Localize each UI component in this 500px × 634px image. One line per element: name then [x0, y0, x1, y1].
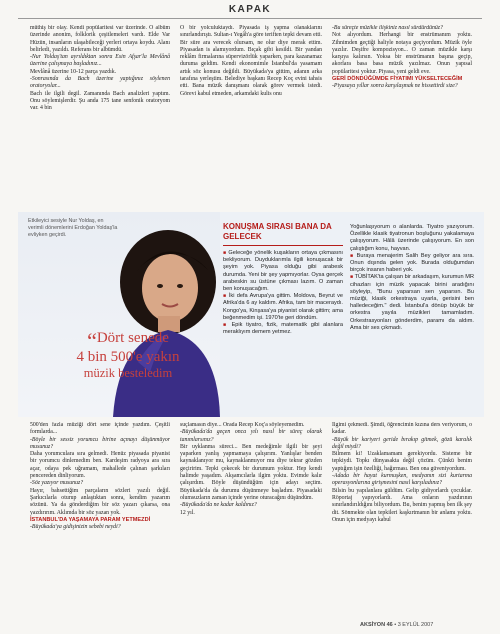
question-paragraph: -Sonrasında da Bach üzerine yaptığınız söylenen oratoryolar... [30, 76, 170, 90]
pull-quote-line-3: müzik besteledim [83, 366, 173, 380]
bottom-column-1 [30, 422, 170, 617]
photo-caption: Etkileyici sesiyle Nur Yoldaş, en verimli dönemlerini Erdoğan Yoldaş'la evliyken geçirdi. [28, 218, 118, 238]
top-column-1 [30, 25, 170, 210]
bullet-text: Epik tiyatro, fizik, matematik gibi alanlara meraklıyım demem yetmez. [223, 322, 343, 336]
sidebar-box-lead: Yoğunlaşıyorum o alanlarda. Tiyatro yazıyorum. Özellikle klasik tiyatronun boşluğunu yakalamaya çalışıyorum. Hâlâ üzerinde çalışıyorum. En son çalıştığım konu, hayvan. [350, 224, 474, 252]
bullet-item [223, 322, 343, 336]
body-paragraph: Hayır, bahsettiğim parçaların sözleri yazılı değil. Şarkıcılarla oturup anlaştıktan sonra, kendim yazarım sözünü. Ya da gönderdiğim bir söz yazarı çıkarsa, ona yazdırırım. Aklımda bir söz yazan yok. [30, 487, 170, 516]
feature-panel [18, 212, 484, 417]
body-paragraph: 12 yıl. [180, 509, 195, 516]
sidebar-box-continued [350, 224, 474, 410]
bullet-text: Geleceğe yönelik kuşakların ortaya çıkmasını bekliyorum. Duyduklarımla ilgili konuşacak bir şeyim yok. Piyasa olduğu gibi arabesk durumda. Yeni bir şey yapmıyorlar. Oysa gerçek arabeskin su üstüne çıkması lazım. O zaman ben konuşacağım. [223, 250, 343, 293]
question-paragraph: -Söz yazıyor musunuz? [30, 480, 84, 487]
footer-magazine: AKSİYON [360, 622, 386, 628]
body-paragraph: Not alıyordum. Herhangi bir enstrümanım yoktu. Zihnimden geçtiği haliyle notaya geçiyordum. Müzik öyle yazılır. Deşifre kompozisyon... O zaman müzikle karşı karşıya kalırsın. Yoksa bir enstrümanın başına geçip, akorlara basa basa müzik yazılmaz. Onun yapısal popülaritesi yoktur. Piyasa, yeni geldi eve. [332, 32, 472, 75]
bullet-square-icon: ■ [350, 274, 355, 281]
body-paragraph: Bach ile ilgili degil. Zamanında Bach analizleri yaptım. Onu söylemişlerdir. Şu anda 175 tane senfonik oratoryom var. 4 bin [30, 90, 170, 112]
bottom-column-3 [332, 422, 472, 617]
pull-quote-line-1: Dört senede [96, 330, 169, 346]
bullet-text: İki defa Avrupa'ya gittim. Moldova, Beyrut ve Afrika'da 6 ay kaldım. Afrika, tam bir maceraydı. Kongo'ya, Kinşasa'ya piyanist olarak gittim; ama beğenmedim işi. 1970'te geri döndüm. [223, 293, 343, 321]
question-paragraph: -Piyasaya yıllar sonra karşılaşmak ne hissettirdi size? [332, 83, 458, 90]
question-paragraph: -Nur Yoldaş'tan ayrıldıktan sonra Esin Afşar'la Mevlânâ üzerine çalışmaya başladınız... [30, 54, 170, 68]
bullet-text: Buraya menajerim Salih Bey geliyor ara sıra. Onun dışında gelen yok. Burada olduğumdan birçok insanın haberi yok. [350, 252, 474, 274]
pull-quote [38, 330, 218, 381]
question-paragraph: -Büyükada'da geçen onca yılı nasıl bir süreç olarak tanımlarsınız? [180, 429, 322, 443]
bullet-text: TÜBİTAK'ta çalışan bir arkadaşım, kurumun MR cihazları için müzik yapacak birini aradığını söyleyip, "Bunu yaparsan sen yaparsın. Bu müziği, klasik orkestraya uyarla, gerisini ben halledeceğim." dedi. İstanbul'a dönüp büyük bir orkestra yayıla müzikleri tamamladım. Orkestrasyonları gönderdim, paramı da aldım. Ama bir ses çıkmadı. [350, 274, 474, 331]
question-paragraph: -Büyükada'ya gidişinizin sebebi neydi? [30, 524, 121, 531]
sidebar-box-bullets-2 [350, 253, 474, 332]
bullet-square-icon: ■ [223, 250, 229, 256]
question-paragraph: -Adada bir hayat kurmuşken, medyanın sizi kurtarma operasyonlarına girişmesini nasıl karşıladınız? [332, 473, 472, 487]
body-paragraph: Mevlânâ üzerine 10-12 parça yazdık. [30, 68, 117, 75]
body-paragraph: Bir uyklanma süreci... Ben medeğimle ilgili bir şeyi yaparken yanlış yapmamaya çalışırım. Yanlışlar benden kaynaklanıyor mu, kaynaklanmıyor mu diye tekrar gözden geçiririm. Tepki çekecek bir durumum yoktur. Hep kendi halimde yaşadım. Akşamcılarla ilgim yoktu. Evimde kalır çalışırdım. Böyle düşündüğüm için adayı seçtim. Büyükada'da da durumu düşünmeye başladım. Piyasadaki olumsuzların zaman içinde yerine oturacağını düşündüm. [180, 443, 322, 501]
page-footer [360, 622, 433, 628]
bottom-column-2 [180, 422, 322, 617]
body-paragraph: Daha yorumculara sıra gelmedi. Henüz piyasada piyanist bir yorumcu dinlemedim ben. Kardeşim radyoya ara sıra açar, odaya pek uğramam, mahallede çalınan şarkıları pencereden dinliyorum. [30, 451, 170, 480]
top-column-2 [180, 25, 322, 210]
header-rule [18, 18, 482, 19]
body-paragraph: Bilmem ki! Uzaklamamam gerekiyordu. Sisteme bir tepkiydi. Topkı dünyasakta değil çözüm. Çünkü benim yaptığım işin özelliği, hağırması. Ben ona güveniyordum. [332, 451, 472, 472]
portrait-photo [18, 212, 220, 417]
sidebar-box-bullets [223, 250, 343, 336]
section-header: KAPAK [228, 4, 272, 15]
question-paragraph: -Bu süreçte müzikle ilişkiniz nasıl sürdürdünüz? [332, 25, 443, 31]
bullet-item [350, 253, 474, 275]
bullet-square-icon: ■ [223, 293, 229, 300]
bullet-square-icon: ■ [223, 322, 232, 329]
body-paragraph: Bilsin bu yapılanlara güldüm. Gelip gidiyorlardı çocuklar. Röportaj yapıyorlardı. Ama onların yazdırının sınırlandırıldığını biliyordum. Bu, benim yapmış ben ilk şey dit. Sönmekte olan tepkileri kaşkırtmanın bir anlamı yoktu. Onun için medyayı kabul [332, 487, 472, 523]
sidebar-box-title: KONUŞMA SIRASI BANA DA GELECEK [223, 222, 343, 246]
question-paragraph: -Büyükada'da ne kadar kaldınız? [180, 502, 257, 509]
bullet-item [223, 250, 343, 293]
pull-quote-line-2: 4 bin 500'e yakın [76, 349, 180, 365]
quote-mark-icon: “ [87, 328, 97, 353]
bullet-item [350, 274, 474, 332]
subheading: GERİ DÖNDÜĞÜMDE FİYATIMI YÜKSELTECEĞİM [332, 76, 463, 83]
sidebar-box [223, 222, 343, 408]
bullet-square-icon: ■ [350, 252, 357, 259]
body-paragraph: 500'den fazla müziği dört sene içinde yazdım. Çeşitli formlarda... [30, 422, 170, 436]
portrait-illustration [18, 212, 220, 417]
footer-page-number: 46 [386, 622, 393, 628]
footer-date: 3 EYLÜL 2007 [397, 622, 434, 628]
question-paragraph: -Büyük bir kariyeri geride bırakıp gitmek, gözü karalık değil miydi? [332, 436, 472, 450]
body-paragraph: suçlamasın diye... Orada Recep Koç'a söyleyemedim. [180, 422, 305, 428]
question-paragraph: -Böyle bir sessiz yorumcu birine açmayı düşünmüyor musunuz? [30, 436, 170, 450]
body-paragraph: O bir yolculuktaydı. Piyasada iş yapma olanaklarını sınırlandırıştı. Sultan-ı Yegâh'a göre teriften tepki devam etti. Bir süre ara verecek olursam, ne olur diye merak ettim. Piyasadan is alamıyordum. Bıçak gibi kesildi. Bir yandan reklâm firmalarına süpervizörlük yaparken, para kazanamaz duruma geldim. Kendi ekonomimle İstanbul'da yasamam artık söz konusu değildi. Büyükada'ya gittim, adanın arka tarafına yerleştim. Belediye başkanı Recep Koç evini tahsis etti. Bana müzik danışmanı olarak görev vermek istedi. Görevi kabul etmeden, arkamdaki kulis onu [180, 25, 322, 97]
footer-sep: • [394, 622, 397, 628]
body-paragraph: müthiş bir olay. Kendi popülaritesi var üzerinde. O albüm üzerinde anonim, folklorik çeşitlemeleri vardı. Elde Var Hüzün, insanların ulaşabileceği yerleri ortaya koydu. Alanı belirledi, yazıldı. Referans bir albümdü. [30, 25, 170, 53]
bullet-item [223, 293, 343, 322]
subheading: İSTANBUL'DA YAŞAMAYA PARAM YETMEZDİ [30, 516, 151, 523]
body-paragraph: İlgimi çekmedi. Şimdi, öğrencimin kızına ders veriyorum, o kadar. [332, 422, 472, 436]
top-column-3 [332, 25, 472, 210]
